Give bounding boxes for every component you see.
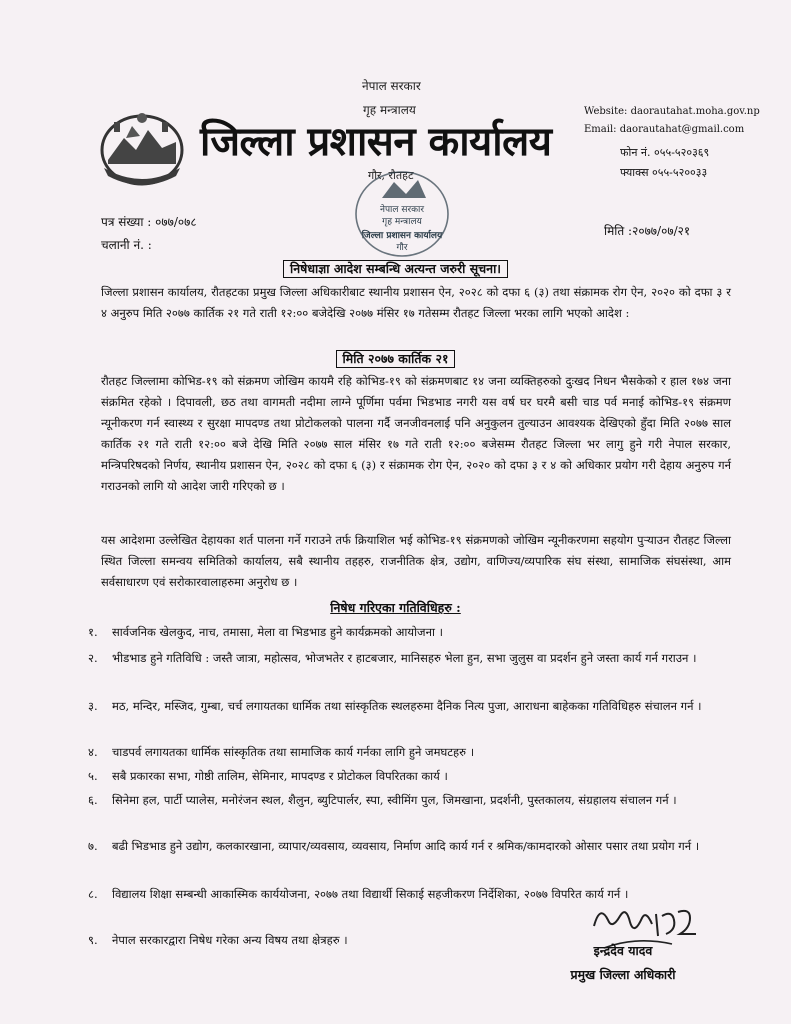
request-paragraph: यस आदेशमा उल्लेखित देहायका शर्त पालना गर्ने गराउने तर्फ क्रियाशिल भई कोभिड-१९ संक्रमणको जोखिम न्यूनीकरणमा सहयोग पुऱ्याउन रौतहट जिल्ला स्थित जिल्ला समन्वय समितिको कार्यालय, सबै स्थानीय तहहरु, राजनीतिक क्षेत्र, उद्योग, वाणिज्य/व्यपारिक संघ संस्था, सामाजिक संघसंस्था, आम सर्वसाधारण एवं सरोकारवालाहरुमा अनुरोध छ ।: [101, 533, 731, 589]
stamp-line-4: गौर: [396, 243, 408, 253]
list-item: ५. सबै प्रकारका सभा, गोष्ठी तालिम, सेमिनार, मापदण्ड र प्रोटोकल विपरितका कार्य ।: [88, 769, 448, 783]
prohibited-heading: निषेध गरिएका गतिविधिहरु :: [330, 600, 461, 615]
fax-text: फ्याक्स ०५५-५२००३३: [620, 166, 708, 179]
letter-number: पत्र संख्या : ०७७/०७८: [101, 215, 197, 229]
district-label: गौर, रौतहट: [368, 169, 414, 182]
date-heading: मिति २०७७ कार्तिक २१: [336, 350, 456, 368]
phone-text: फोन नं. ०५५-५२०३६९: [620, 146, 710, 159]
intro-paragraph: जिल्ला प्रशासन कार्यालय, रौतहटका प्रमुख जिल्ला अधिकारीबाट स्थानीय प्रशासन ऐन, २०२८ को दफा ६ (३) तथा संक्रामक रोग ऐन, २०२० को दफा ३ र ४ अनुरुप मिति २०७७ कार्तिक २१ गते राती १२:०० बजेदेखि २०७७ मंसिर १७ गतेसम्म रौतहट जिल्ला भरका लागि भएको आदेश :: [101, 285, 731, 320]
office-stamp-icon: [352, 168, 452, 260]
ministry-label: गृह मन्त्रालय: [363, 103, 416, 117]
stamp-line-1: नेपाल सरकार: [379, 205, 425, 215]
list-item: ९. नेपाल सरकारद्वारा निषेध गरेका अन्य विषय तथा क्षेत्रहरु ।: [88, 933, 348, 947]
govt-label: नेपाल सरकार: [362, 79, 421, 93]
document-date: मिति :२०७७/०७/२१: [604, 224, 691, 238]
list-item: ८. विद्यालय शिक्षा सम्बन्धी आकास्मिक कार्ययोजना, २०७७ तथा विद्यार्थी सिकाई सहजीकरण निर्देशिका, २०७७ विपरित कार्य गर्न ।: [88, 887, 629, 901]
office-title: जिल्ला प्रशासन कार्यालय: [200, 119, 552, 165]
notice-heading-wrap: [0, 260, 791, 278]
signatory-name: इन्द्रदेव यादव: [593, 943, 653, 958]
email-text: Email: daorautahat@gmail.com: [584, 124, 745, 135]
list-item: ४. चाडपर्व लगायतका धार्मिक सांस्कृतिक तथा सामाजिक कार्य गर्नका लागि हुने जमघटहरु ।: [88, 745, 475, 759]
dispatch-number: चलानी नं. :: [101, 238, 152, 252]
nepal-emblem-icon: [96, 108, 188, 190]
list-item: २. भीडभाड हुने गतिविधि : जस्तै जात्रा, महोत्सव, भोजभतेर र हाटबजार, मानिसहरु भेला हुन, सभा जुलुस वा प्रदर्शन हुने जस्ता कार्य गर्न गराउन ।: [88, 651, 697, 665]
list-item: ३. मठ, मन्दिर, मस्जिद, गुम्बा, चर्च लगायतका धार्मिक तथा सांस्कृतिक स्थलहरुमा दैनिक नित्य पुजा, आराधना बाहेकका गतिविधिहरु संचालन गर्न ।: [88, 699, 702, 713]
list-item: ६. सिनेमा हल, पार्टी प्यालेस, मनोरंजन स्थल, शैलुन, ब्युटिपार्लर, स्पा, स्वीमिंग पुल, जिमखाना, प्रदर्शनी, पुस्तकालय, संग्रहालय संचालन गर्न ।: [88, 793, 677, 807]
date-heading-wrap: [0, 350, 791, 368]
website-text: Website: daorautahat.moha.gov.np: [584, 106, 760, 117]
stamp-line-2: गृह मन्त्रालय: [382, 217, 422, 227]
list-item: १. सार्वजनिक खेलकुद, नाच, तमासा, मेला वा भिडभाड हुने कार्यक्रमको आयोजना ।: [88, 625, 443, 639]
main-paragraph: रौतहट जिल्लामा कोभिड-१९ को संक्रमण जोखिम कायमै रहि कोभिड-१९ को संक्रमणबाट १४ जना व्यक्तिहरुको दुःखद निधन भैसकेको र हाल १७४ जना संक्रमित रहेको । दिपावली, छठ तथा वागमती नदीमा लाग्ने पूर्णिमा पर्वमा भिडभाड नगरी यस वर्ष घर घरमै बसी चाड पर्व मनाई कोभिड-१९ संक्रमण न्यूनीकरण गर्न स्वास्थ्य र सुरक्षा मापदण्ड तथा प्रोटोकलको पालना गर्दै जनजीवनलाई पनि अनुकुलन तुल्याउन आवश्यक देखिएको हुँदा मिति २०७७ साल कार्तिक २१ गते राती १२:०० बजे देखि मिति २०७७ साल मंसिर १७ गते राती १२:०० बजेसम्म रौतहट जिल्ला भर लागु हुने गरी नेपाल सरकार, मन्त्रिपरिषदको निर्णय, स्थानीय प्रशासन ऐन, २०२८ को दफा ६ (३) र संक्रामक रोग ऐन, २०२० को दफा ३ र ४ को अधिकार प्रयोग गरी देहाय अनुरुप गर्न गराउनको लागि यो आदेश जारी गरिएको छ ।: [101, 374, 731, 493]
stamp-line-3: जिल्ला प्रशासन कार्यालय: [361, 231, 443, 241]
list-item: ७. बढी भिडभाड हुने उद्योग, कलकारखाना, व्यापार/व्यवसाय, व्यवसाय, निर्माण आदि कार्य गर्न र श्रमिक/कामदारको ओसार पसार तथा प्रयोग गर्न ।: [88, 839, 700, 853]
notice-heading: निषेधाज्ञा आदेश सम्बन्धि अत्यन्त जरुरी सूचना।: [283, 260, 508, 278]
signatory-designation: प्रमुख जिल्ला अधिकारी: [570, 967, 676, 982]
